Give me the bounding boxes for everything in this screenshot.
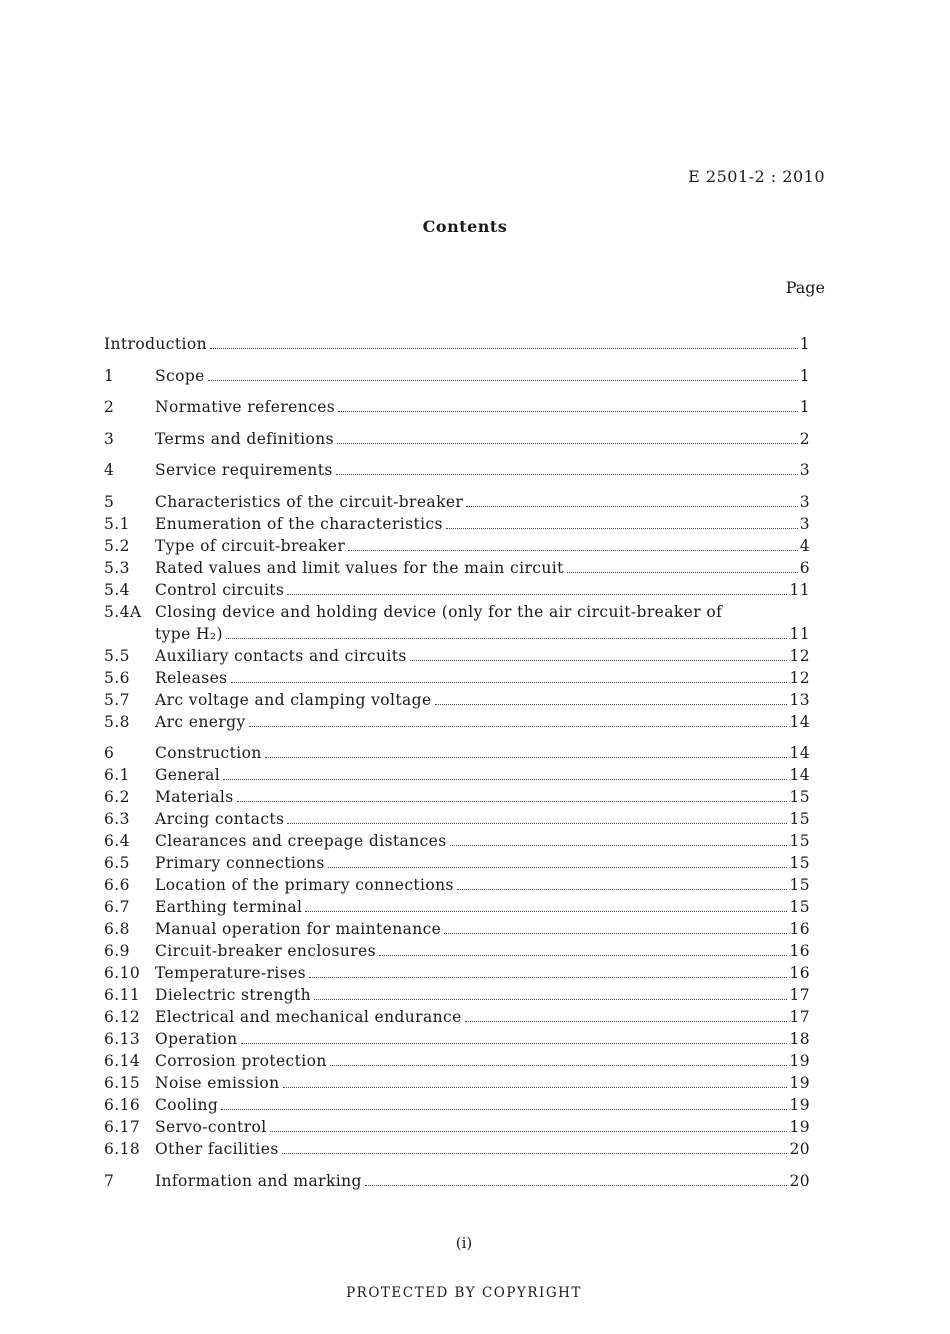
toc-entry — [104, 1170, 810, 1192]
toc-entry-title: Introduction — [104, 335, 207, 353]
dot-leader — [567, 572, 798, 573]
toc-entry-number: 6.6 — [104, 876, 130, 894]
dot-leader — [270, 1131, 788, 1132]
page-number: (i) — [455, 1234, 473, 1252]
toc-entry-title: Cooling — [155, 1096, 219, 1114]
toc-entry — [104, 711, 810, 733]
dot-leader — [338, 411, 798, 412]
toc-entry-title: Electrical and mechanical endurance — [155, 1008, 462, 1026]
toc-entry-number: 5.1 — [104, 514, 130, 533]
toc-entry-title: Servo-control — [155, 1118, 267, 1136]
toc-entry — [104, 896, 810, 918]
toc-entry-number: 1 — [104, 366, 115, 385]
toc-entry-number: 5.6 — [104, 668, 130, 687]
toc-entry-title: Circuit-breaker enclosures — [155, 942, 376, 960]
toc-entry-page: 14 — [789, 766, 810, 784]
toc-entry-title: Terms and definitions — [155, 429, 334, 448]
toc-entry-title: Earthing terminal — [155, 898, 303, 916]
toc-entry-title: General — [155, 766, 221, 784]
dot-leader — [305, 911, 787, 912]
toc-entry-page: 14 — [789, 712, 810, 731]
toc-entry-number: 4 — [104, 461, 115, 479]
document-id: E 2501-2 : 2010 — [688, 167, 825, 186]
toc-entry-number: 6.16 — [104, 1096, 141, 1114]
dot-leader — [249, 726, 788, 727]
dot-leader — [365, 1185, 788, 1186]
toc-entry-title: Service requirements — [155, 461, 333, 479]
toc-entry — [104, 1116, 810, 1138]
toc-entry-title: Enumeration of the characteristics — [155, 514, 443, 533]
toc-entry — [104, 1028, 810, 1050]
dot-leader — [309, 977, 787, 978]
toc-entry-page: 6 — [799, 558, 810, 577]
toc-entry — [104, 962, 810, 984]
toc-entry-title: Arc voltage and clamping voltage — [155, 690, 432, 709]
dot-leader — [457, 889, 788, 890]
toc-entry — [104, 830, 810, 852]
toc-entry-number: 5.4A — [104, 602, 142, 621]
toc-entry-number: 6.17 — [104, 1118, 141, 1136]
toc-entry-page: 15 — [789, 788, 810, 806]
dot-leader — [287, 594, 787, 595]
toc-entry-page: 19 — [789, 1074, 810, 1092]
toc-entry-number: 5.5 — [104, 646, 130, 665]
toc-entry — [104, 1050, 810, 1072]
toc-entry-title: Corrosion protection — [155, 1052, 327, 1070]
toc-entry-page: 3 — [799, 461, 810, 479]
toc-entry-page: 1 — [799, 335, 810, 353]
toc-entry-number: 6.1 — [104, 766, 130, 784]
toc-entry — [104, 579, 810, 601]
toc-entry — [104, 601, 810, 623]
dot-leader — [444, 933, 787, 934]
toc-entry — [104, 645, 810, 667]
dot-leader — [226, 638, 787, 639]
toc-entry-page: 17 — [789, 1008, 810, 1026]
toc-entry-page: 19 — [789, 1096, 810, 1114]
toc-entry-page: 12 — [789, 646, 810, 665]
dot-leader — [282, 1153, 788, 1154]
toc-entry — [104, 1072, 810, 1094]
toc-entry — [104, 742, 810, 764]
toc-entry — [104, 1006, 810, 1028]
toc-entry — [104, 874, 810, 896]
toc-entry-title: Manual operation for maintenance — [155, 920, 442, 938]
toc-entry — [104, 396, 810, 418]
toc-entry-page: 3 — [799, 514, 810, 533]
toc-entry-number: 6.5 — [104, 854, 130, 872]
toc-entry — [104, 984, 810, 1006]
toc-entry-title: Temperature-rises — [155, 964, 307, 982]
toc-entry-page: 2 — [799, 429, 810, 448]
toc-entry-number: 6.12 — [104, 1008, 141, 1026]
dot-leader — [265, 757, 788, 758]
toc-entry-title: Characteristics of the circuit-breaker — [155, 492, 464, 511]
toc-entry-title: Releases — [155, 668, 228, 687]
dot-leader — [348, 550, 798, 551]
toc-entry — [104, 689, 810, 711]
toc-entry-number: 6.13 — [104, 1030, 141, 1048]
dot-leader — [283, 1087, 788, 1088]
toc-entry-page: 16 — [789, 942, 810, 960]
toc-entry-number: 6.4 — [104, 832, 130, 850]
toc-entry — [104, 491, 810, 513]
dot-leader — [210, 348, 798, 349]
toc-entry — [104, 1138, 810, 1160]
dot-leader — [465, 1021, 788, 1022]
toc-entry-number: 5.4 — [104, 580, 130, 599]
dot-leader — [336, 474, 798, 475]
toc-entry-number: 6.9 — [104, 942, 130, 960]
toc-entry-title: Rated values and limit values for the main circuit — [155, 558, 564, 577]
toc-entry-title: Location of the primary connections — [155, 876, 454, 894]
dot-leader — [328, 867, 788, 868]
toc-entry-title: Arcing contacts — [155, 810, 285, 828]
toc-entry-page: 1 — [799, 398, 810, 416]
dot-leader — [208, 380, 798, 381]
toc-entry-number: 5.8 — [104, 712, 130, 731]
toc-entry-page: 17 — [789, 986, 810, 1004]
toc-entry-title: Control circuits — [155, 580, 285, 599]
toc-entry-number: 6.18 — [104, 1140, 141, 1158]
toc-entry-title: Materials — [155, 788, 234, 806]
toc-entry-page: 13 — [789, 690, 810, 709]
toc-entry-title: Construction — [155, 744, 262, 762]
toc-entry-number: 6 — [104, 744, 115, 762]
toc-entry-number: 6.7 — [104, 898, 130, 916]
toc-entry-page: 15 — [789, 854, 810, 872]
dot-leader — [379, 955, 788, 956]
dot-leader — [446, 528, 798, 529]
toc-entry-number: 5.2 — [104, 536, 130, 555]
toc-entry-title: Information and marking — [155, 1171, 362, 1190]
dot-leader — [241, 1043, 788, 1044]
toc-entry — [104, 428, 810, 450]
toc-entry-title: Auxiliary contacts and circuits — [155, 646, 407, 665]
toc-entry-number: 7 — [104, 1171, 115, 1190]
toc-entry — [104, 918, 810, 940]
toc-entry-page: 14 — [789, 744, 810, 762]
toc-entry-page: 3 — [799, 492, 810, 511]
toc-entry — [104, 786, 810, 808]
toc-entry-page: 11 — [789, 580, 810, 599]
toc-entry — [104, 513, 810, 535]
toc-entry — [104, 623, 810, 645]
toc-entry-page: 19 — [789, 1052, 810, 1070]
toc-entry — [104, 808, 810, 830]
toc-entry-page: 11 — [789, 624, 810, 643]
dot-leader — [231, 682, 788, 683]
toc-entry-number: 3 — [104, 429, 115, 448]
dot-leader — [237, 801, 788, 802]
toc-entry-page: 16 — [789, 920, 810, 938]
toc-entry — [104, 764, 810, 786]
toc-entry-number: 6.10 — [104, 964, 141, 982]
toc-entry-title: Dielectric strength — [155, 986, 312, 1004]
dot-leader — [466, 506, 797, 507]
toc-entry-title: Closing device and holding device (only for the air circuit-breaker of — [155, 602, 723, 621]
page-column-header: Page — [785, 278, 825, 297]
dot-leader — [287, 823, 787, 824]
toc-entry-title: Arc energy — [155, 712, 246, 731]
toc-entry-page: 15 — [789, 810, 810, 828]
toc-entry-title: Noise emission — [155, 1074, 280, 1092]
toc-entry-number: 5 — [104, 492, 115, 511]
dot-leader — [450, 845, 788, 846]
toc-entry-number: 6.2 — [104, 788, 130, 806]
toc-entry — [104, 940, 810, 962]
toc-entry — [104, 459, 810, 481]
toc-entry-title: Normative references — [155, 398, 336, 416]
toc-entry-page: 4 — [799, 536, 810, 555]
dot-leader — [410, 660, 788, 661]
dot-leader — [221, 1109, 787, 1110]
toc-entry-title: type H₂) — [155, 624, 223, 643]
toc-entry-number: 6.11 — [104, 986, 141, 1004]
toc-entry-title: Other facilities — [155, 1140, 279, 1158]
toc-entry-title: Scope — [155, 366, 205, 385]
toc-entry-page: 18 — [789, 1030, 810, 1048]
toc-entry-page: 1 — [799, 366, 810, 385]
dot-leader — [314, 999, 787, 1000]
toc-entry-title: Clearances and creepage distances — [155, 832, 447, 850]
dot-leader — [223, 779, 787, 780]
toc-entry — [104, 557, 810, 579]
toc-entry — [104, 365, 810, 387]
toc-entry — [104, 1094, 810, 1116]
page-title: Contents — [422, 217, 508, 236]
toc-entry-number: 5.3 — [104, 558, 130, 577]
toc-entry-page: 19 — [789, 1118, 810, 1136]
toc-entry-page: 15 — [789, 832, 810, 850]
toc-entry — [104, 667, 810, 689]
toc-entry — [104, 333, 810, 355]
toc-entry — [104, 535, 810, 557]
toc-entry-number: 6.15 — [104, 1074, 141, 1092]
dot-leader — [435, 704, 788, 705]
toc-entry-number: 6.8 — [104, 920, 130, 938]
toc-entry-title: Type of circuit-breaker — [155, 536, 346, 555]
dot-leader — [330, 1065, 788, 1066]
dot-leader — [337, 443, 798, 444]
toc-entry — [104, 852, 810, 874]
table-of-contents — [104, 333, 810, 1192]
toc-entry-number: 2 — [104, 398, 115, 416]
toc-entry-title: Primary connections — [155, 854, 325, 872]
toc-entry-page: 20 — [789, 1140, 810, 1158]
copyright-notice: PROTECTED BY COPYRIGHT — [346, 1285, 582, 1301]
toc-entry-page: 16 — [789, 964, 810, 982]
toc-entry-number: 6.3 — [104, 810, 130, 828]
toc-entry-title: Operation — [155, 1030, 238, 1048]
toc-entry-page: 15 — [789, 876, 810, 894]
toc-entry-page: 15 — [789, 898, 810, 916]
toc-entry-number: 5.7 — [104, 690, 130, 709]
toc-entry-number: 6.14 — [104, 1052, 141, 1070]
toc-entry-page: 12 — [789, 668, 810, 687]
toc-entry-page: 20 — [789, 1171, 810, 1190]
